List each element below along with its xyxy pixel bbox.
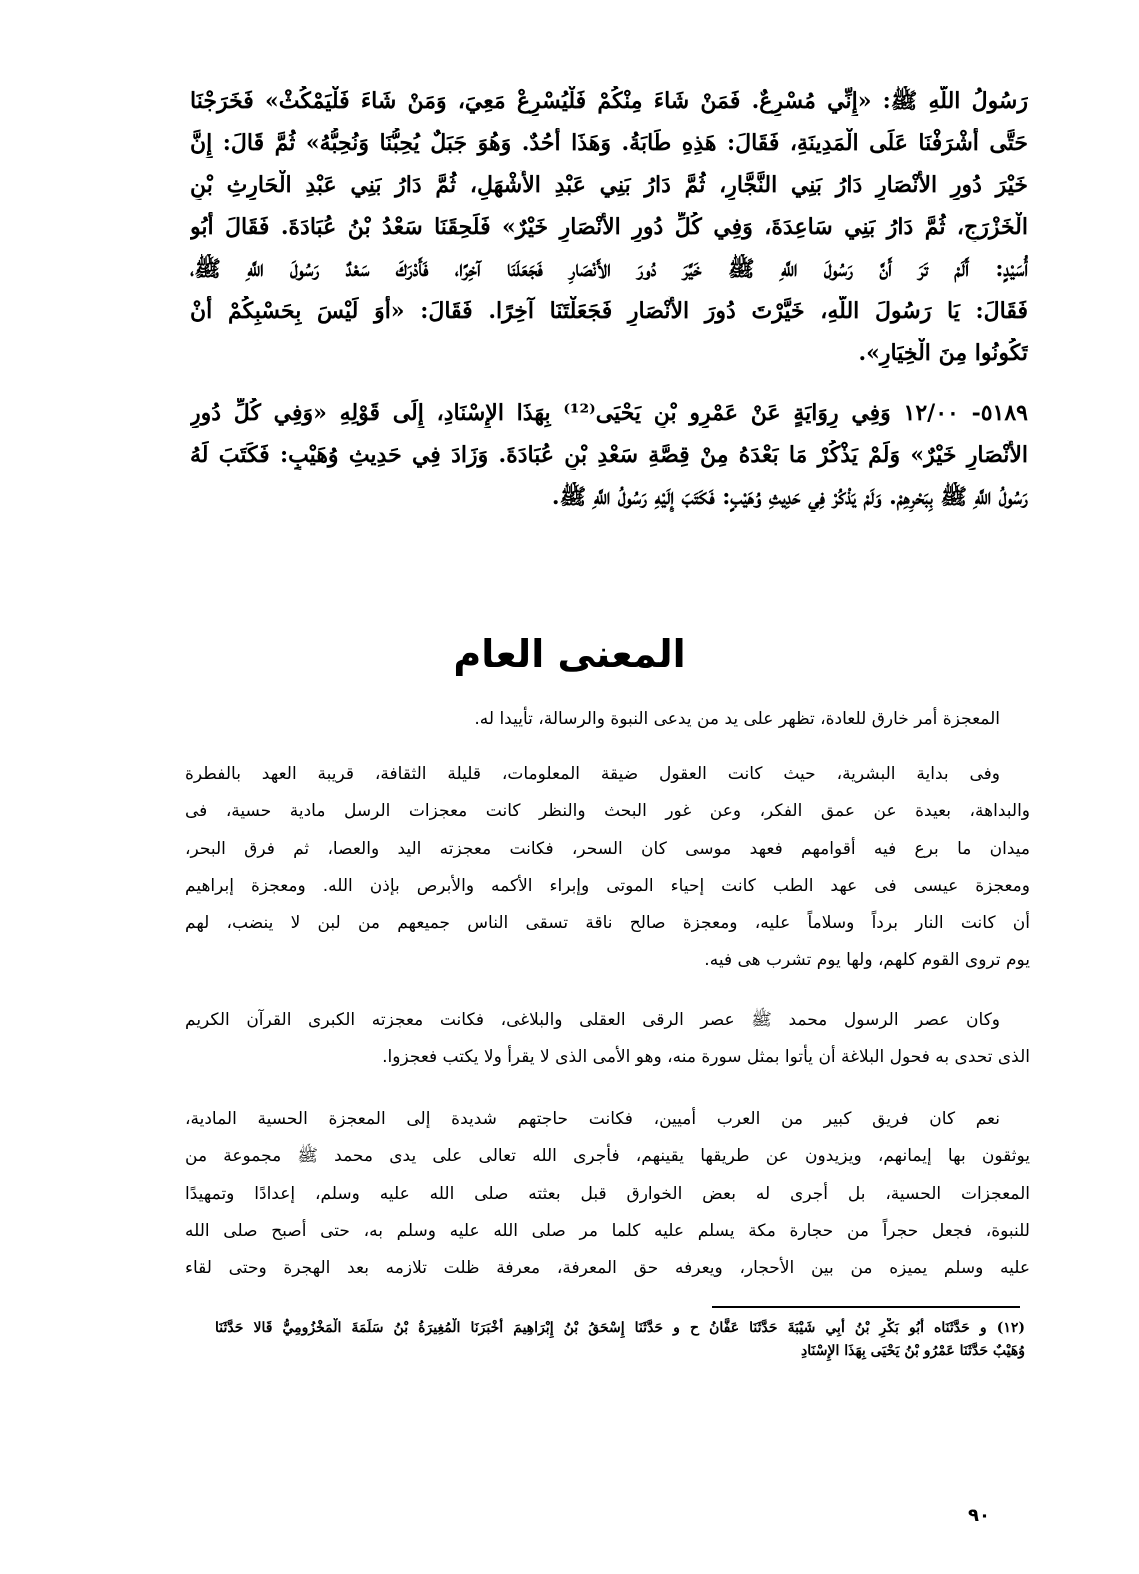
paragraph-line: المعجزة أمر خارق للعادة، تظهر على يد من يدعى النبوة والرسالة، تأييدا له.: [474, 709, 1000, 729]
footnote-line: (١٢) و حَدَّثَنَاه أَبُو بَكْرِ بْنُ أَبِي شَيْبَةَ حَدَّثَنَا عَفَّانُ ح و حَدَّثَنَا إِسْحَقُ بْنُ إِبْرَاهِيمَ أَخْبَرَنَا الْمُغِيرَةُ بْنُ سَلَمَةَ الْمَخْزُومِيُّ قَالا حَدَّثَنَا: [215, 1320, 1025, 1336]
footnote-divider: [712, 1306, 1020, 1308]
paragraph-line: وكان عصر الرسول محمد ﷺ عصر الرقى العقلى والبلاغى، فكانت معجزته الكبرى القرآن الكريم: [185, 1010, 1000, 1030]
section-heading: المعنى العام: [453, 632, 686, 676]
paragraph-line: المعجزات الحسية، بل أجرى له بعض الخوارق قبل بعثته صلى الله عليه وسلم، إعدادًا وتمهيدًا: [185, 1184, 1030, 1204]
paragraph-line: عليه وسلم يميزه من بين الأحجار، ويعرفه حق المعرفة، معرفة ظلت تلازمه بعد الهجرة وحتى لقاء: [185, 1258, 1030, 1278]
footnote-line: وُهَيْبٌ حَدَّثَنَا عَمْرُو بْنُ يَحْيَى بِهَذَا الإِسْنَادِ: [801, 1343, 1025, 1359]
paragraph-line: وفى بداية البشرية، حيث كانت العقول ضيقة المعلومات، قليلة الثقافة، قريبة العهد بالفطرة: [185, 764, 1000, 784]
paragraph-line: يوم تروى القوم كلهم، ولها يوم تشرب هى فيه.: [704, 950, 1030, 970]
hadith-line: حَتَّى أَشْرَفْنَا عَلَى الْمَدِينَةِ، فَقَالَ: هَذِهِ طَابَةُ. وَهَذَا أُحُدٌ. وَهُوَ جَبَلٌ يُحِبُّنَا وَنُحِبُّهُ» ثُمَّ قَالَ: إِنَّ: [190, 130, 1028, 156]
hadith-numbered-line: الأَنْصَارِ خَيْرٌ» وَلَمْ يَذْكُرْ مَا بَعْدَهُ مِنْ قِصَّةِ سَعْدِ بْنِ عُبَادَةَ. وَزَادَ فِي حَدِيثِ وُهَيْبٍ: فَكَتَبَ لَهُ: [190, 442, 1028, 468]
hadith-numbered-line: ٥١٨٩- ١٢/٠٠ وَفِي رِوَايَةٍ عَنْ عَمْرِو بْنِ يَحْيَى⁽¹²⁾ بِهَذَا الإِسْنَادِ، إِلَى قَوْلِهِ «وَفِي كُلِّ دُورِ: [190, 400, 1028, 426]
page-number: ٩٠: [968, 1505, 990, 1526]
paragraph-line: والبداهة، بعيدة عن عمق الفكر، وعن غور البحث والنظر كانت معجزات الرسل مادية حسية، فى: [185, 801, 1030, 821]
paragraph-line: الذى تحدى به فحول البلاغة أن يأتوا بمثل سورة منه، وهو الأمى الذى لا يقرأ ولا يكتب فعجزوا.: [382, 1047, 1030, 1067]
paragraph-line: أن كانت النار برداً وسلاماً عليه، ومعجزة صالح ناقة تسقى الناس جميعهم من لبن لا ينضب، لهم: [185, 913, 1030, 933]
paragraph-line: يوثقون بها إيمانهم، ويزيدون عن طريقها يقينهم، فأجرى الله تعالى على يدى محمد ﷺ مجموعة من: [185, 1146, 1030, 1166]
hadith-line: الْخَزْرَجِ، ثُمَّ دَارُ بَنِي سَاعِدَةَ، وَفِي كُلِّ دُورِ الأَنْصَارِ خَيْرٌ» فَلَحِقَنَا سَعْدُ بْنُ عُبَادَةَ. فَقَالَ أَبُو: [190, 214, 1028, 240]
paragraph-line: نعم كان فريق كبير من العرب أميين، فكانت حاجتهم شديدة إلى المعجزة الحسية المادية،: [185, 1109, 1000, 1129]
hadith-line: فَقَالَ: يَا رَسُولَ اللَّهِ، خَيَّرْتَ دُورَ الأَنْصَارِ فَجَعَلْتَنَا آخِرًا. فَقَالَ: «أَوَ لَيْسَ بِحَسْبِكُمْ أَنْ: [190, 298, 1028, 324]
hadith-line: تَكُونُوا مِنَ الْخِيَارِ».: [858, 340, 1028, 366]
paragraph-line: ميدان ما برع فيه أقوامهم فعهد موسى كان السحر، فكانت معجزته اليد والعصا، ثم فرق البحر،: [185, 839, 1030, 859]
paragraph-line: للنبوة، فجعل حجراً من حجارة مكة يسلم عليه كلما مر صلى الله عليه وسلم به، حتى أصبح صلى الله: [185, 1221, 1030, 1241]
paragraph-line: ومعجزة عيسى فى عهد الطب كانت إحياء الموتى وإبراء الأكمه والأبرص بإذن الله. ومعجزة إبراهيم: [185, 876, 1030, 896]
hadith-numbered-line: رَسُولُ اللَّهِ ﷺ بِبَحْرِهِمْ. وَلَمْ يَذْكُرْ فِي حَدِيثِ وُهَيْبٍ: فَكَتَبَ إِلَيْهِ رَسُولُ اللَّهِ ﷺ.: [551, 484, 1028, 510]
hadith-line: أُسَيْدٍ: أَلَمْ تَرَ أَنَّ رَسُولَ اللَّهِ ﷺ خَيَّرَ دُورَ الأَنْصَارِ فَجَعَلَنَا آخِرًا، فَأَدْرَكَ سَعْدٌ رَسُولَ اللَّهِ ﷺ،: [190, 256, 1028, 282]
hadith-line: خَيْرَ دُورِ الأَنْصَارِ دَارُ بَنِي النَّجَّارِ، ثُمَّ دَارُ بَنِي عَبْدِ الأَشْهَلِ، ثُمَّ دَارُ بَنِي عَبْدِ الْحَارِثِ بْنِ: [190, 172, 1028, 198]
hadith-line: رَسُولُ اللَّهِ ﷺ: «إِنِّي مُسْرِعٌ. فَمَنْ شَاءَ مِنْكُمْ فَلْيُسْرِعْ مَعِيَ، وَمَنْ شَاءَ فَلْيَمْكُثْ» فَخَرَجْنَا: [190, 88, 1028, 114]
